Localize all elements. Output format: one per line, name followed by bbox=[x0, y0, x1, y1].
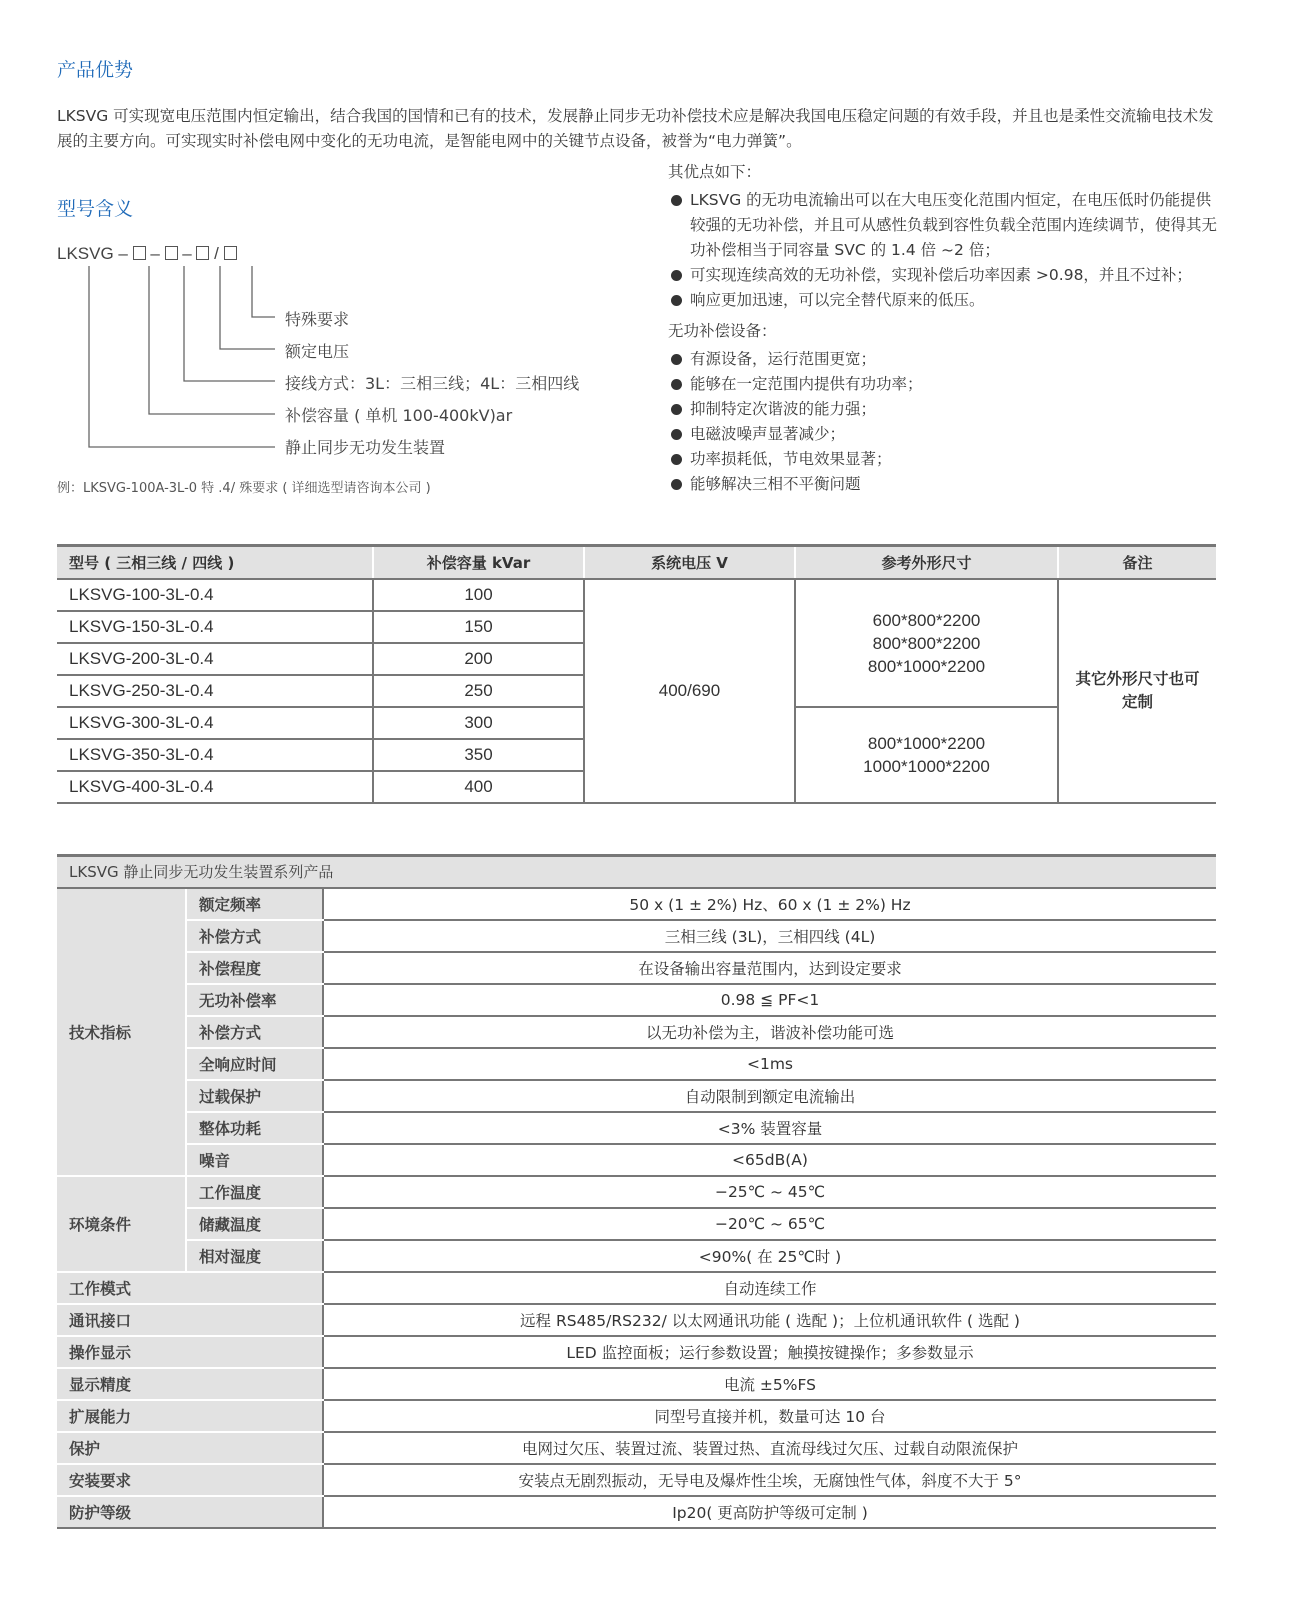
points-title: 其优点如下： bbox=[668, 163, 762, 181]
list-item: 电磁波噪声显著减少； bbox=[668, 422, 1220, 447]
table-row bbox=[57, 1048, 1216, 1080]
table-row bbox=[57, 920, 1216, 952]
spec-label: 补偿方式 bbox=[186, 1016, 323, 1048]
spec-value: <1ms bbox=[323, 1048, 1216, 1080]
model-cell: LKSVG-350-3L-0.4 bbox=[57, 739, 373, 771]
table-header-row bbox=[57, 546, 1216, 580]
legend-special: 特殊要求 bbox=[285, 310, 350, 329]
table-row bbox=[57, 952, 1216, 984]
spec-value: 自动连续工作 bbox=[323, 1272, 1216, 1304]
capacity-cell: 350 bbox=[373, 739, 584, 771]
list-item: 可实现连续高效的无功补偿，实现补偿后功率因素 >0.98，并且不过补； bbox=[668, 263, 1220, 288]
voltage-cell: 400/690 bbox=[584, 579, 795, 803]
spec-label: 补偿方式 bbox=[186, 920, 323, 952]
model-prefix: LKSVG bbox=[57, 244, 114, 263]
list-item: 抑制特定次谐波的能力强； bbox=[668, 397, 1220, 422]
spec-value: LED 监控面板；运行参数设置；触摸按键操作；多参数显示 bbox=[323, 1336, 1216, 1368]
capacity-cell: 250 bbox=[373, 675, 584, 707]
list-item: 有源设备，运行范围更宽； bbox=[668, 347, 1220, 372]
spec-label: 显示精度 bbox=[57, 1368, 323, 1400]
spec-label: 通讯接口 bbox=[57, 1304, 323, 1336]
table-row bbox=[57, 579, 1216, 611]
spec-value: 50 x (1 ± 2%) Hz、60 x (1 ± 2%) Hz bbox=[323, 889, 1216, 920]
legend-capacity: 补偿容量 ( 单机 100-400kV)ar bbox=[285, 406, 513, 425]
list-item: LKSVG 的无功电流输出可以在大电压变化范围内恒定，在电压低时仍能提供较强的无功补偿，并且可从感性负载到容性负载全范围内连续调节，使得其无功补偿相当于同容量 SVC 的 1.4 倍 ~2 倍； bbox=[668, 188, 1220, 263]
table-row bbox=[57, 1400, 1216, 1432]
model-cell: LKSVG-100-3L-0.4 bbox=[57, 579, 373, 611]
table-row bbox=[57, 1144, 1216, 1176]
spec-label: 储藏温度 bbox=[186, 1208, 323, 1240]
table-row bbox=[57, 1336, 1216, 1368]
table-row bbox=[57, 1240, 1216, 1272]
spec-value: 三相三线 (3L)，三相四线 (4L) bbox=[323, 920, 1216, 952]
spec-value: 同型号直接并机，数量可达 10 台 bbox=[323, 1400, 1216, 1432]
table-row bbox=[57, 1080, 1216, 1112]
size-cell-group2 bbox=[795, 707, 1058, 803]
capacity-cell: 200 bbox=[373, 643, 584, 675]
legend-device: 静止同步无功发生装置 bbox=[285, 438, 446, 457]
remark-line: 定制 bbox=[1121, 693, 1153, 711]
remark-line: 其它外形尺寸也可 bbox=[1075, 670, 1200, 688]
spec-label: 安装要求 bbox=[57, 1464, 323, 1496]
size-cell-group1 bbox=[795, 579, 1058, 707]
table-row bbox=[57, 1176, 1216, 1208]
spec-label: 工作温度 bbox=[186, 1176, 323, 1208]
spec-label: 工作模式 bbox=[57, 1272, 323, 1304]
table-row bbox=[57, 984, 1216, 1016]
model-example: 例：LKSVG-100A-3L-0 特 .4/ 殊要求 ( 详细选型请咨询本公司 ) bbox=[57, 481, 431, 496]
model-table bbox=[57, 544, 1216, 804]
legend-wiring: 接线方式：3L：三相三线；4L：三相四线 bbox=[285, 374, 580, 393]
capacity-cell: 300 bbox=[373, 707, 584, 739]
spec-label: 保护 bbox=[57, 1432, 323, 1464]
spec-value: 安装点无剧烈振动，无导电及爆炸性尘埃，无腐蚀性气体，斜度不大于 5° bbox=[323, 1464, 1216, 1496]
model-cell: LKSVG-150-3L-0.4 bbox=[57, 611, 373, 643]
spec-label: 补偿程度 bbox=[186, 952, 323, 984]
header-voltage: 系统电压 V bbox=[584, 546, 795, 580]
spec-label: 相对湿度 bbox=[186, 1240, 323, 1272]
spec-table-title: LKSVG 静止同步无功发生装置系列产品 bbox=[57, 854, 1216, 889]
table-row bbox=[57, 1432, 1216, 1464]
spec-value: 电网过欠压、装置过流、装置过热、直流母线过欠压、过载自动限流保护 bbox=[323, 1432, 1216, 1464]
spec-value: Ip20( 更高防护等级可定制 ) bbox=[323, 1496, 1216, 1528]
header-remark: 备注 bbox=[1058, 546, 1216, 580]
table-row bbox=[57, 1304, 1216, 1336]
spec-value: −20℃ ~ 65℃ bbox=[323, 1208, 1216, 1240]
spec-label: 无功补偿率 bbox=[186, 984, 323, 1016]
size-value: 600*800*2200 bbox=[872, 610, 981, 630]
spec-value: 在设备输出容量范围内，达到设定要求 bbox=[323, 952, 1216, 984]
spec-value: 远程 RS485/RS232/ 以太网通讯功能 ( 选配 )；上位机通讯软件 ( 选配 ) bbox=[323, 1304, 1216, 1336]
size-value: 800*1000*2200 bbox=[867, 656, 986, 676]
spec-value: −25℃ ~ 45℃ bbox=[323, 1176, 1216, 1208]
spec-label: 操作显示 bbox=[57, 1336, 323, 1368]
spec-label: 过载保护 bbox=[186, 1080, 323, 1112]
device-points-list bbox=[668, 347, 1220, 497]
table-row bbox=[57, 1016, 1216, 1048]
intro-paragraph: LKSVG 可实现宽电压范围内恒定输出，结合我国的国情和已有的技术，发展静止同步无功补偿技术应是解决我国电压稳定问题的有效手段，并且也是柔性交流输电技术发展的主要方向。可实现实时补偿电网中变化的无功电流，是智能电网中的关键节点设备，被誉为“电力弹簧”。 bbox=[57, 107, 1214, 150]
model-cell: LKSVG-300-3L-0.4 bbox=[57, 707, 373, 739]
list-item: 能够在一定范围内提供有功功率； bbox=[668, 372, 1220, 397]
table-row bbox=[57, 1208, 1216, 1240]
spec-value: <65dB(A) bbox=[323, 1144, 1216, 1176]
advantages-title: 产品优势 bbox=[57, 59, 134, 81]
model-legend-lines bbox=[0, 0, 300, 470]
device-title: 无功补偿设备： bbox=[668, 322, 777, 340]
spec-value: 自动限制到额定电流输出 bbox=[323, 1080, 1216, 1112]
spec-value: 以无功补偿为主，谐波补偿功能可选 bbox=[323, 1016, 1216, 1048]
tech-category: 技术指标 bbox=[57, 889, 186, 1176]
spec-value: <3% 装置容量 bbox=[323, 1112, 1216, 1144]
capacity-cell: 400 bbox=[373, 771, 584, 803]
table-row bbox=[57, 1464, 1216, 1496]
spec-label: 噪音 bbox=[186, 1144, 323, 1176]
remark-cell bbox=[1058, 579, 1216, 803]
model-cell: LKSVG-200-3L-0.4 bbox=[57, 643, 373, 675]
table-row bbox=[57, 1496, 1216, 1528]
table-row bbox=[57, 1368, 1216, 1400]
header-capacity: 补偿容量 kVar bbox=[373, 546, 584, 580]
size-value: 800*1000*2200 bbox=[867, 734, 986, 753]
table-row bbox=[57, 1272, 1216, 1304]
model-title: 型号含义 bbox=[57, 198, 134, 220]
spec-label: 整体功耗 bbox=[186, 1112, 323, 1144]
table-row bbox=[57, 889, 1216, 920]
list-item: 响应更加迅速，可以完全替代原来的低压。 bbox=[668, 288, 1220, 313]
spec-table bbox=[57, 854, 1216, 1529]
legend-voltage: 额定电压 bbox=[285, 342, 350, 361]
spec-value: 0.98 ≦ PF<1 bbox=[323, 984, 1216, 1016]
list-item: 能够解决三相不平衡问题 bbox=[668, 472, 1220, 497]
header-size: 参考外形尺寸 bbox=[795, 546, 1058, 580]
size-value: 1000*1000*2200 bbox=[863, 757, 990, 776]
capacity-cell: 100 bbox=[373, 579, 584, 611]
table-row bbox=[57, 1112, 1216, 1144]
spec-label: 额定频率 bbox=[186, 889, 323, 920]
spec-label: 防护等级 bbox=[57, 1496, 323, 1528]
spec-value: 电流 ±5%FS bbox=[323, 1368, 1216, 1400]
size-value: 800*800*2200 bbox=[872, 633, 981, 653]
model-cell: LKSVG-250-3L-0.4 bbox=[57, 675, 373, 707]
spec-label: 扩展能力 bbox=[57, 1400, 323, 1432]
header-model: 型号 ( 三相三线 / 四线 ) bbox=[57, 546, 373, 580]
spec-label: 全响应时间 bbox=[186, 1048, 323, 1080]
capacity-cell: 150 bbox=[373, 611, 584, 643]
model-cell: LKSVG-400-3L-0.4 bbox=[57, 771, 373, 803]
points-list bbox=[668, 188, 1220, 313]
model-code: LKSVG – – – / bbox=[57, 244, 237, 264]
spec-value: <90%( 在 25℃时 ) bbox=[323, 1240, 1216, 1272]
list-item: 功率损耗低，节电效果显著； bbox=[668, 447, 1220, 472]
env-category: 环境条件 bbox=[57, 1176, 186, 1272]
